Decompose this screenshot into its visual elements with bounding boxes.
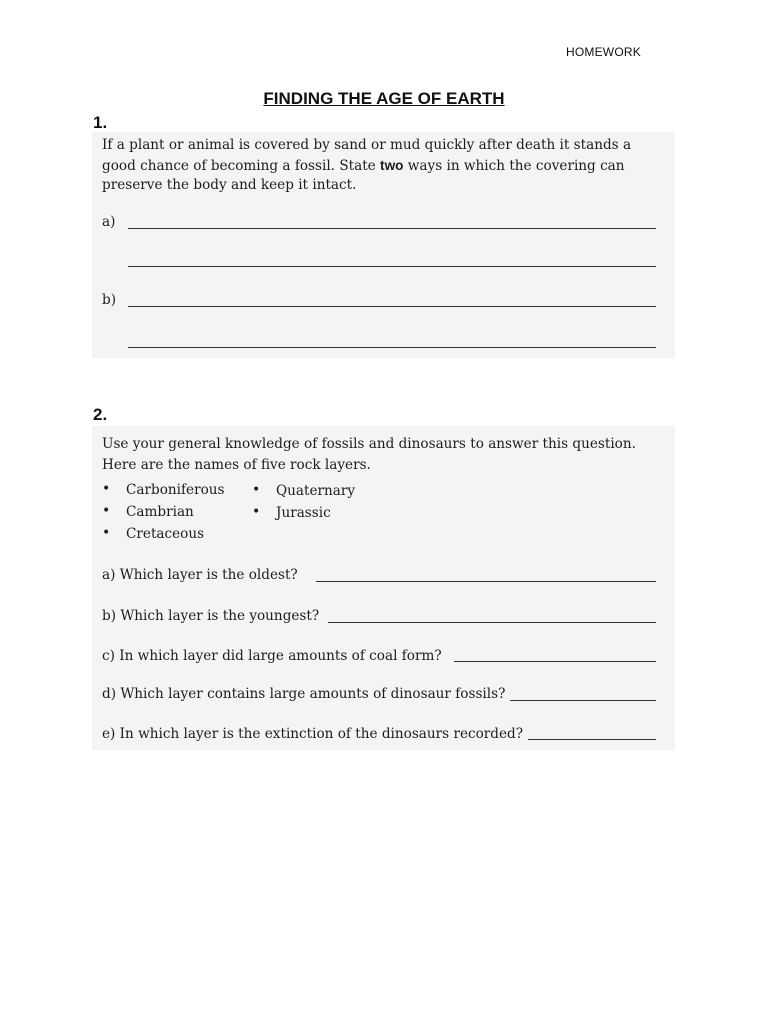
intro-line-1: Use your general knowledge of fossils and dinosaurs to answer this question.: [102, 436, 636, 452]
answer-line-2b[interactable]: [328, 622, 656, 623]
layer-name: Cretaceous: [126, 526, 205, 542]
question-2-panel: [92, 426, 675, 750]
sub-question-d: d) Which layer contains large amounts of dinosaur fossils?: [102, 686, 506, 702]
sub-question-e: e) In which layer is the extinction of the dinosaurs recorded?: [102, 726, 524, 742]
answer-row-a: [102, 214, 662, 230]
answer-line-b1[interactable]: [128, 306, 656, 307]
bullet-icon: •: [102, 481, 111, 497]
bullet-icon: •: [102, 525, 111, 541]
sub-question-a: a) Which layer is the oldest?: [102, 567, 298, 583]
page-title: FINDING THE AGE OF EARTH: [263, 89, 505, 108]
question-1-number: 1.: [93, 113, 108, 132]
answer-label-b: b): [102, 292, 117, 308]
question-2-intro: [102, 434, 662, 476]
answer-line-2d[interactable]: [510, 700, 656, 701]
question-1-prompt: [102, 136, 642, 196]
bullet-icon: •: [102, 503, 111, 519]
question-1-panel: [92, 132, 675, 358]
layer-name: Quaternary: [276, 483, 356, 499]
answer-row-b: [102, 292, 662, 308]
intro-line-2: Here are the names of five rock layers.: [102, 457, 371, 473]
bullet-icon: •: [252, 482, 261, 498]
layer-name: Carboniferous: [126, 482, 225, 498]
sub-question-b: b) Which layer is the youngest?: [102, 608, 320, 624]
answer-line-b2[interactable]: [128, 347, 656, 348]
prompt-text-end: ways in which the covering can preserve the body and keep it intact.: [102, 157, 625, 193]
answer-line-2e[interactable]: [528, 739, 656, 740]
answer-label-a: a): [102, 214, 116, 230]
header-label: HOMEWORK: [566, 45, 641, 59]
bullet-icon: •: [252, 504, 261, 520]
layer-name: Jurassic: [276, 505, 331, 521]
question-2-number: 2.: [93, 405, 108, 424]
prompt-emphasis: two: [380, 157, 404, 173]
answer-line-2c[interactable]: [454, 661, 656, 662]
layer-name: Cambrian: [126, 504, 194, 520]
answer-line-a2[interactable]: [128, 266, 656, 267]
sub-question-c: c) In which layer did large amounts of coal form?: [102, 648, 442, 664]
answer-line-2a[interactable]: [316, 581, 656, 582]
answer-line-a1[interactable]: [128, 228, 656, 229]
prompt-text-start: If a plant or animal is covered by sand or mud quickly after death it stands a good chance of becoming a fossil. State: [102, 137, 632, 174]
